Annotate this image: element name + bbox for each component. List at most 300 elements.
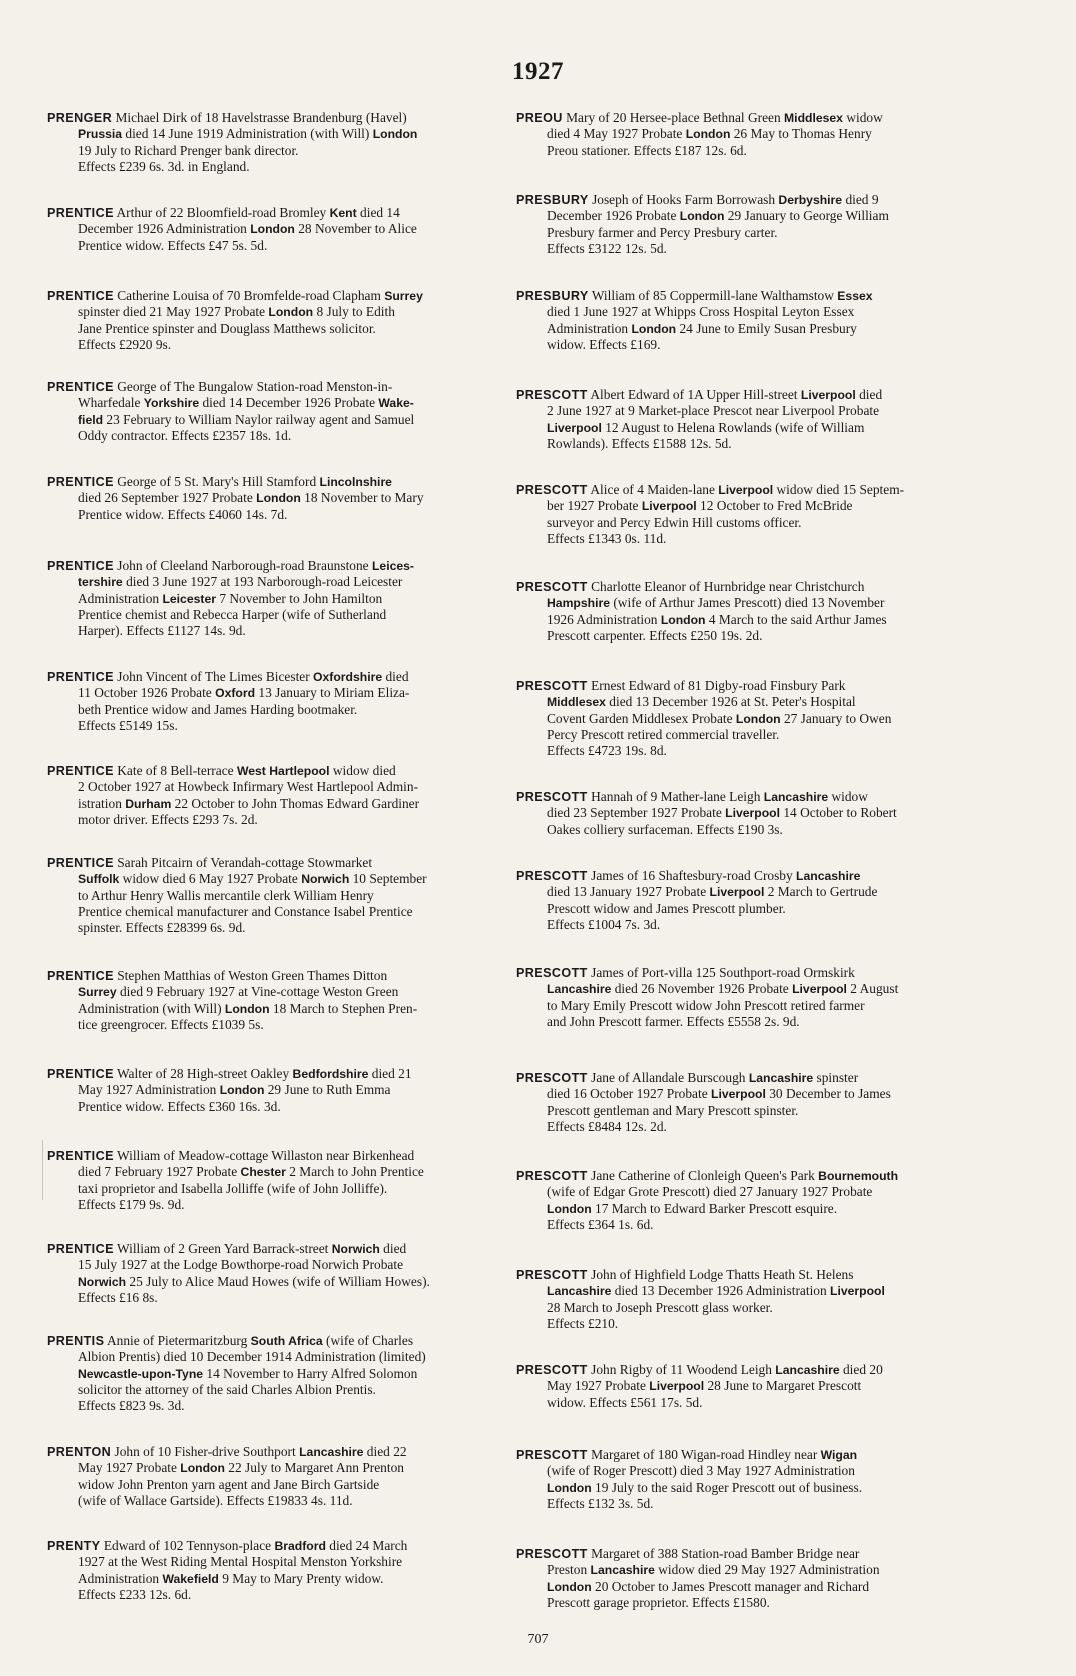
entry-line (516, 1378, 968, 1394)
entry-text: died 21 (368, 1066, 412, 1081)
entry-text: Effects £1343 0s. 11d. (547, 530, 667, 546)
entry-text: widow John Prenton yarn agent and Jane Birch Gartside (78, 1476, 380, 1492)
place-name: Surrey (78, 985, 117, 1000)
entry-line (47, 1241, 499, 1257)
place-name: Lancashire (775, 1363, 840, 1377)
probate-entry (47, 205, 499, 254)
probate-entry (516, 1070, 968, 1135)
entry-text: Albert Edward of 1A Upper Hill-street (587, 387, 801, 402)
entry-line (47, 1366, 499, 1382)
entry-text: John of Highfield Lodge Thatts Heath St. Helens (587, 1267, 854, 1282)
probate-entry (516, 482, 968, 547)
entry-line (516, 321, 968, 337)
entry-text: Prescott gentleman and Mary Prescott spinster. (547, 1102, 799, 1118)
entry-text: spinster (813, 1070, 859, 1085)
entry-line (47, 143, 499, 159)
probate-entry (516, 1362, 968, 1411)
entry-line (516, 1463, 968, 1479)
place-name: Chester (240, 1165, 286, 1180)
entry-line (516, 403, 968, 419)
entry-text: 26 May to Thomas Henry (730, 126, 872, 142)
entry-line (516, 711, 968, 727)
entry-text: Prescott carpenter. Effects £250 19s. 2d. (547, 627, 763, 643)
entry-line (47, 379, 499, 395)
entry-line (47, 1554, 499, 1570)
entry-text: and John Prescott farmer. Effects £5558 2s. 9d. (547, 1013, 800, 1029)
entry-text: 18 March to Stephen Pren- (269, 1000, 418, 1016)
place-name: Bedfordshire (292, 1067, 369, 1081)
entry-text: Charlotte Eleanor of Hurnbridge near Christchurch (587, 579, 865, 594)
entry-line (47, 221, 499, 237)
entry-text: 12 August to Helena Rowlands (wife of William (601, 419, 865, 435)
entry-line (516, 822, 968, 838)
probate-entry (47, 968, 499, 1033)
entry-text: (wife of Charles (322, 1333, 414, 1348)
entry-text: Effects £823 9s. 3d. (78, 1398, 185, 1414)
entry-text: Margaret of 388 Station-road Bamber Bridge near (587, 1546, 860, 1561)
entry-text: May 1927 Probate (78, 1460, 181, 1476)
entry-text: Effects £16 8s. (78, 1289, 158, 1305)
entry-text: 29 June to Ruth Emma (264, 1082, 391, 1098)
entry-text: widow died 15 Septem- (773, 482, 905, 497)
entry-text: 12 October to Fred McBride (696, 498, 853, 514)
entry-text: died 26 September 1927 Probate (78, 490, 257, 506)
place-name: Bournemouth (818, 1169, 899, 1183)
entry-surname: PRESBURY (516, 193, 589, 207)
probate-entry (516, 288, 968, 353)
entry-text: 20 October to James Prescott manager and Richard (591, 1578, 870, 1594)
entry-line (47, 1181, 499, 1197)
entry-line (47, 304, 499, 320)
entry-text: widow died (329, 763, 396, 778)
place-name: London (224, 1001, 270, 1016)
entry-line (516, 579, 968, 595)
place-name: Liverpool (709, 885, 765, 900)
place-name: London (219, 1083, 265, 1098)
place-name: Wakefield (162, 1571, 219, 1586)
entry-text: John of 10 Fisher-drive Southport (111, 1444, 300, 1459)
entry-text: (wife of Arthur James Prescott) died 13 November (610, 595, 885, 611)
entry-line (47, 1257, 499, 1273)
entry-line (516, 241, 968, 257)
entry-surname: PRESCOTT (516, 1071, 588, 1085)
entry-text: Jane Prentice spinster and Douglass Matthews solicitor. (78, 320, 376, 336)
entry-line (47, 1197, 499, 1213)
place-name: tershire (78, 575, 123, 590)
entry-line (516, 981, 968, 997)
page-year-heading: 1927 (512, 58, 564, 85)
entry-text: Prentice widow. Effects £4060 14s. 7d. (78, 506, 288, 522)
entry-text: to Mary Emily Prescott widow John Prescott retired farmer (547, 997, 865, 1013)
place-name: Essex (837, 289, 873, 303)
entry-line (47, 1148, 499, 1164)
entry-line (47, 1493, 499, 1509)
entry-surname: PRENTICE (47, 1067, 114, 1081)
place-name: Bradford (274, 1539, 326, 1553)
entry-line (47, 669, 499, 685)
entry-line (47, 1444, 499, 1460)
place-name: Newcastle-upon-Tyne (78, 1366, 204, 1381)
entry-text: died 23 September 1927 Probate (547, 805, 726, 821)
place-name: London (268, 305, 314, 320)
entry-text: widow died 6 May 1927 Probate (119, 871, 302, 887)
entry-text: December 1926 Probate (547, 208, 680, 224)
place-name: London (547, 1579, 592, 1594)
entry-line (516, 1395, 968, 1411)
entry-text: Mary of 20 Hersee-place Bethnal Green (562, 110, 785, 125)
probate-entry (516, 1168, 968, 1233)
entry-line (516, 192, 968, 208)
entry-text: Oddy contractor. Effects £2357 18s. 1d. (78, 427, 292, 443)
place-name: Prussia (78, 127, 123, 142)
entry-text: Sarah Pitcairn of Verandah-cottage Stowmarket (113, 855, 373, 870)
entry-text: May 1927 Probate (547, 1378, 650, 1394)
entry-line (47, 796, 499, 812)
entry-text: 28 November to Alice (294, 221, 417, 237)
entry-line (516, 1496, 968, 1512)
entry-surname: PRENTICE (47, 206, 114, 220)
entry-text: Margaret of 180 Wigan-road Hindley near (587, 1447, 821, 1462)
entry-line (47, 812, 499, 828)
entry-text: 7 November to John Hamilton (215, 590, 383, 606)
entry-line (516, 868, 968, 884)
entry-line (516, 498, 968, 514)
entry-line (516, 1362, 968, 1378)
entry-text: Effects £132 3s. 5d. (547, 1495, 654, 1511)
entry-surname: PRENTICE (47, 856, 114, 870)
entry-line (516, 126, 968, 142)
entry-surname: PRESCOTT (516, 1169, 588, 1183)
entry-text: Annie of Pietermaritzburg (104, 1333, 251, 1348)
entry-line (47, 1290, 499, 1306)
place-name: field (78, 412, 104, 427)
entry-text: December 1926 Administration (78, 221, 251, 237)
place-name: Wigan (820, 1448, 858, 1462)
entry-text: to Arthur Henry Wallis mercantile clerk William Henry (78, 887, 374, 903)
entry-surname: PRESBURY (516, 289, 589, 303)
entry-line (47, 1082, 499, 1098)
entry-line (47, 607, 499, 623)
entry-line (516, 965, 968, 981)
entry-text: died 9 (842, 192, 879, 207)
entry-text: Effects £239 6s. 3d. in England. (78, 158, 250, 174)
entry-text: Prentice chemist and Rebecca Harper (wife of Sutherland (78, 606, 387, 622)
entry-line (516, 1267, 968, 1283)
entry-surname: PRENTON (47, 1445, 112, 1459)
entry-text: died 14 (356, 205, 400, 220)
entry-line (516, 288, 968, 304)
entry-text: 15 July 1927 at the Lodge Bowthorpe-road Norwich Probate (78, 1257, 404, 1273)
entry-text: Rowlands). Effects £1588 12s. 5d. (547, 435, 732, 451)
entry-line (516, 1086, 968, 1102)
entry-text: Administration (with Will) (78, 1000, 225, 1016)
entry-text: died 3 June 1927 at 193 Narborough-road Leicester (122, 574, 403, 590)
entry-line (47, 337, 499, 353)
entry-text: beth Prentice widow and James Harding bootmaker. (78, 701, 358, 717)
place-name: London (250, 222, 295, 237)
place-name: Liverpool (711, 1087, 766, 1102)
place-name: London (372, 127, 418, 142)
entry-line (516, 884, 968, 900)
entry-surname: PRENTICE (47, 380, 114, 394)
entry-line (516, 1184, 968, 1200)
entry-line (516, 628, 968, 644)
entry-text: died 1 June 1927 at Whipps Cross Hospital Leyton Essex (547, 304, 855, 320)
place-name: West Hartlepool (236, 764, 330, 778)
entry-surname: PRESCOTT (516, 869, 588, 883)
entry-surname: PRENTICE (47, 1242, 114, 1256)
entry-text: widow (828, 789, 868, 804)
place-name: Suffolk (78, 872, 120, 887)
entry-text: ber 1927 Probate (547, 498, 642, 514)
place-name: Liverpool (718, 483, 774, 497)
entry-text: Prentice widow. Effects £47 5s. 5d. (78, 237, 268, 253)
entry-line (516, 1546, 968, 1562)
probate-entry (47, 1444, 499, 1509)
entry-text: Effects £364 1s. 6d. (547, 1216, 654, 1232)
entry-text: Catherine Louisa of 70 Bromfelde-road Clapham (113, 288, 385, 303)
probate-entry (47, 1148, 499, 1213)
entry-text: Stephen Matthias of Weston Green Thames Ditton (113, 968, 388, 983)
place-name: Surrey (384, 289, 423, 303)
entry-line (47, 1274, 499, 1290)
entry-text: 25 July to Alice Maud Howes (wife of William Howes). (126, 1273, 430, 1289)
probate-entry (47, 474, 499, 523)
entry-text: died 13 December 1926 Administration (611, 1283, 831, 1299)
entry-line (47, 1164, 499, 1180)
entry-line (47, 968, 499, 984)
entry-surname: PRESCOTT (516, 966, 588, 980)
entry-line (516, 901, 968, 917)
entry-line (47, 1571, 499, 1587)
entry-line (516, 337, 968, 353)
entry-line (47, 558, 499, 574)
place-name: Lancashire (590, 1563, 655, 1578)
entry-surname: PRENGER (47, 111, 113, 125)
entry-surname: PRENTICE (47, 559, 114, 573)
entry-text: died 7 February 1927 Probate (78, 1164, 241, 1180)
entry-line (47, 321, 499, 337)
entry-text: Preou stationer. Effects £187 12s. 6d. (547, 142, 747, 158)
entry-line (516, 595, 968, 611)
entry-text: William of 2 Green Yard Barrack-street (113, 1241, 332, 1256)
margin-mark (42, 1140, 43, 1200)
entry-surname: PRENTICE (47, 969, 114, 983)
entry-surname: PRENTICE (47, 670, 114, 684)
entry-line (516, 110, 968, 126)
entry-text: (wife of Roger Prescott) died 3 May 1927 Administration (547, 1463, 855, 1479)
entry-line (47, 920, 499, 936)
entry-line (516, 436, 968, 452)
entry-line (516, 531, 968, 547)
entry-line (47, 1001, 499, 1017)
entry-text: Percy Prescott retired commercial traveller. (547, 726, 780, 742)
place-name: Oxford (215, 686, 256, 701)
place-name: Wake- (378, 396, 414, 411)
entry-text: 10 September (349, 871, 427, 887)
probate-entry (47, 669, 499, 734)
place-name: Liverpool (800, 388, 856, 402)
entry-surname: PRENTICE (47, 764, 114, 778)
entry-line (516, 694, 968, 710)
probate-entry (47, 558, 499, 639)
entry-line (47, 904, 499, 920)
entry-text: William of Meadow-cottage Willaston near Birkenhead (113, 1148, 415, 1163)
entry-line (516, 387, 968, 403)
entry-text: 14 November to Harry Alfred Solomon (203, 1365, 418, 1381)
entry-line (47, 1066, 499, 1082)
entry-text: Effects £233 12s. 6d. (78, 1586, 192, 1602)
entry-text: Effects £2920 9s. (78, 336, 172, 352)
entry-line (516, 1562, 968, 1578)
entry-text: 18 November to Mary (300, 490, 424, 506)
probate-entry (47, 110, 499, 175)
entry-line (47, 1460, 499, 1476)
entry-text: 2 June 1927 at 9 Market-place Prescot near Liverpool Probate (547, 403, 880, 419)
entry-line (516, 1300, 968, 1316)
entry-text: 8 July to Edith (313, 304, 395, 320)
right-column (516, 0, 968, 1676)
entry-line (47, 1382, 499, 1398)
probate-entry (47, 1066, 499, 1115)
entry-surname: PRESCOTT (516, 483, 588, 497)
place-name: Liverpool (649, 1379, 705, 1394)
place-name: Derbyshire (778, 193, 843, 207)
place-name: Oxfordshire (313, 670, 383, 684)
place-name: Hampshire (547, 596, 610, 611)
entry-text: 29 January to George William (724, 208, 889, 224)
place-name: Lancashire (547, 1284, 612, 1299)
entry-surname: PRENTIS (47, 1334, 105, 1348)
entry-text: Michael Dirk of 18 Havelstrasse Brandenburg (Havel) (112, 110, 407, 125)
entry-line (516, 1283, 968, 1299)
entry-line (516, 1595, 968, 1611)
entry-text: surveyor and Percy Edwin Hill customs officer. (547, 514, 802, 530)
entry-line (516, 805, 968, 821)
entry-text: died 14 December 1926 Probate (199, 395, 379, 411)
entry-line (516, 1447, 968, 1463)
entry-text: 1927 at the West Riding Mental Hospital Menston Yorkshire (78, 1554, 403, 1570)
place-name: Kent (329, 206, 357, 220)
entry-text: Walter of 28 High-street Oakley (113, 1066, 293, 1081)
entry-line (47, 507, 499, 523)
place-name: Lancashire (299, 1445, 364, 1459)
entry-line (47, 718, 499, 734)
entry-line (516, 515, 968, 531)
probate-entry (516, 1267, 968, 1332)
entry-line (47, 1017, 499, 1033)
entry-line (47, 110, 499, 126)
probate-entry (516, 192, 968, 257)
entry-line (47, 1398, 499, 1414)
entry-text: Prentice chemical manufacturer and Constance Isabel Prentice (78, 903, 413, 919)
entry-text: (wife of Wallace Gartside). Effects £19833 4s. 11d. (78, 1492, 353, 1508)
place-name: London (679, 209, 725, 224)
entry-text: Effects £4723 19s. 8d. (547, 743, 667, 759)
place-name: Lincolnshire (319, 475, 392, 489)
entry-text: 4 March to the said Arthur James (705, 611, 887, 627)
entry-line (47, 779, 499, 795)
entry-text: died 4 May 1927 Probate (547, 126, 686, 142)
entry-line (47, 685, 499, 701)
probate-entry (47, 855, 499, 936)
entry-text: died 16 October 1927 Probate (547, 1086, 711, 1102)
entry-text: died (382, 669, 409, 684)
probate-entry (516, 110, 968, 159)
entry-line (516, 420, 968, 436)
entry-text: spinster died 21 May 1927 Probate (78, 304, 269, 320)
place-name: Yorkshire (143, 396, 200, 411)
entry-line (516, 1119, 968, 1135)
probate-entry (516, 868, 968, 933)
entry-line (47, 702, 499, 718)
entry-line (47, 1587, 499, 1603)
entry-text: Alice of 4 Maiden-lane (587, 482, 719, 497)
entry-line (516, 789, 968, 805)
entry-text: died (379, 1241, 407, 1256)
entry-text: 9 May to Mary Prenty widow. (218, 1570, 384, 1586)
entry-text: 24 June to Emily Susan Presbury (676, 320, 857, 336)
place-name: London (685, 127, 731, 142)
entry-line (47, 126, 499, 142)
probate-entry (516, 387, 968, 452)
entry-text: taxi proprietor and Isabella Jolliffe (wife of John Jolliffe). (78, 1180, 388, 1196)
entry-line (47, 490, 499, 506)
entry-line (516, 998, 968, 1014)
place-name: London (256, 491, 301, 506)
place-name: London (180, 1461, 225, 1476)
entry-line (47, 474, 499, 490)
place-name: Leicester (162, 591, 216, 606)
entry-line (516, 1014, 968, 1030)
entry-text: Effects £8484 12s. 2d. (547, 1118, 667, 1134)
entry-text: Prescott widow and James Prescott plumber. (547, 900, 786, 916)
entry-line (516, 917, 968, 933)
entry-text: died 22 (363, 1444, 407, 1459)
entry-line (516, 1579, 968, 1595)
entry-line (47, 888, 499, 904)
entry-line (516, 1103, 968, 1119)
entry-line (516, 1201, 968, 1217)
probate-entry (47, 1241, 499, 1306)
place-name: Lancashire (796, 869, 861, 883)
entry-text: Edward of 102 Tennyson-place (100, 1538, 275, 1553)
entry-text: widow (842, 110, 883, 125)
place-name: Durham (125, 796, 172, 811)
entry-text: tice greengrocer. Effects £1039 5s. (78, 1016, 264, 1032)
entry-text: motor driver. Effects £293 7s. 2d. (78, 811, 258, 827)
entry-line (516, 304, 968, 320)
entry-text: died 26 November 1926 Probate (611, 981, 793, 997)
entry-text: widow. Effects £169. (547, 336, 661, 352)
entry-line (47, 1477, 499, 1493)
entry-line (47, 159, 499, 175)
probate-entry (516, 789, 968, 838)
place-name: London (735, 711, 781, 726)
entry-line (516, 208, 968, 224)
entry-text: died 13 December 1926 at St. Peter's Hospital (605, 694, 856, 710)
entry-text: Covent Garden Middlesex Probate (547, 710, 736, 726)
entry-text: died 13 January 1927 Probate (547, 884, 710, 900)
entry-line (47, 855, 499, 871)
place-name: Middlesex (547, 695, 606, 710)
entry-text: died 14 June 1919 Administration (with Will) (122, 126, 373, 142)
probate-entry (516, 1447, 968, 1512)
entry-text: 30 December to James (765, 1086, 891, 1102)
place-name: Liverpool (725, 806, 780, 821)
place-name: Leices- (371, 559, 414, 573)
entry-text: widow died 29 May 1927 Administration (654, 1562, 880, 1578)
